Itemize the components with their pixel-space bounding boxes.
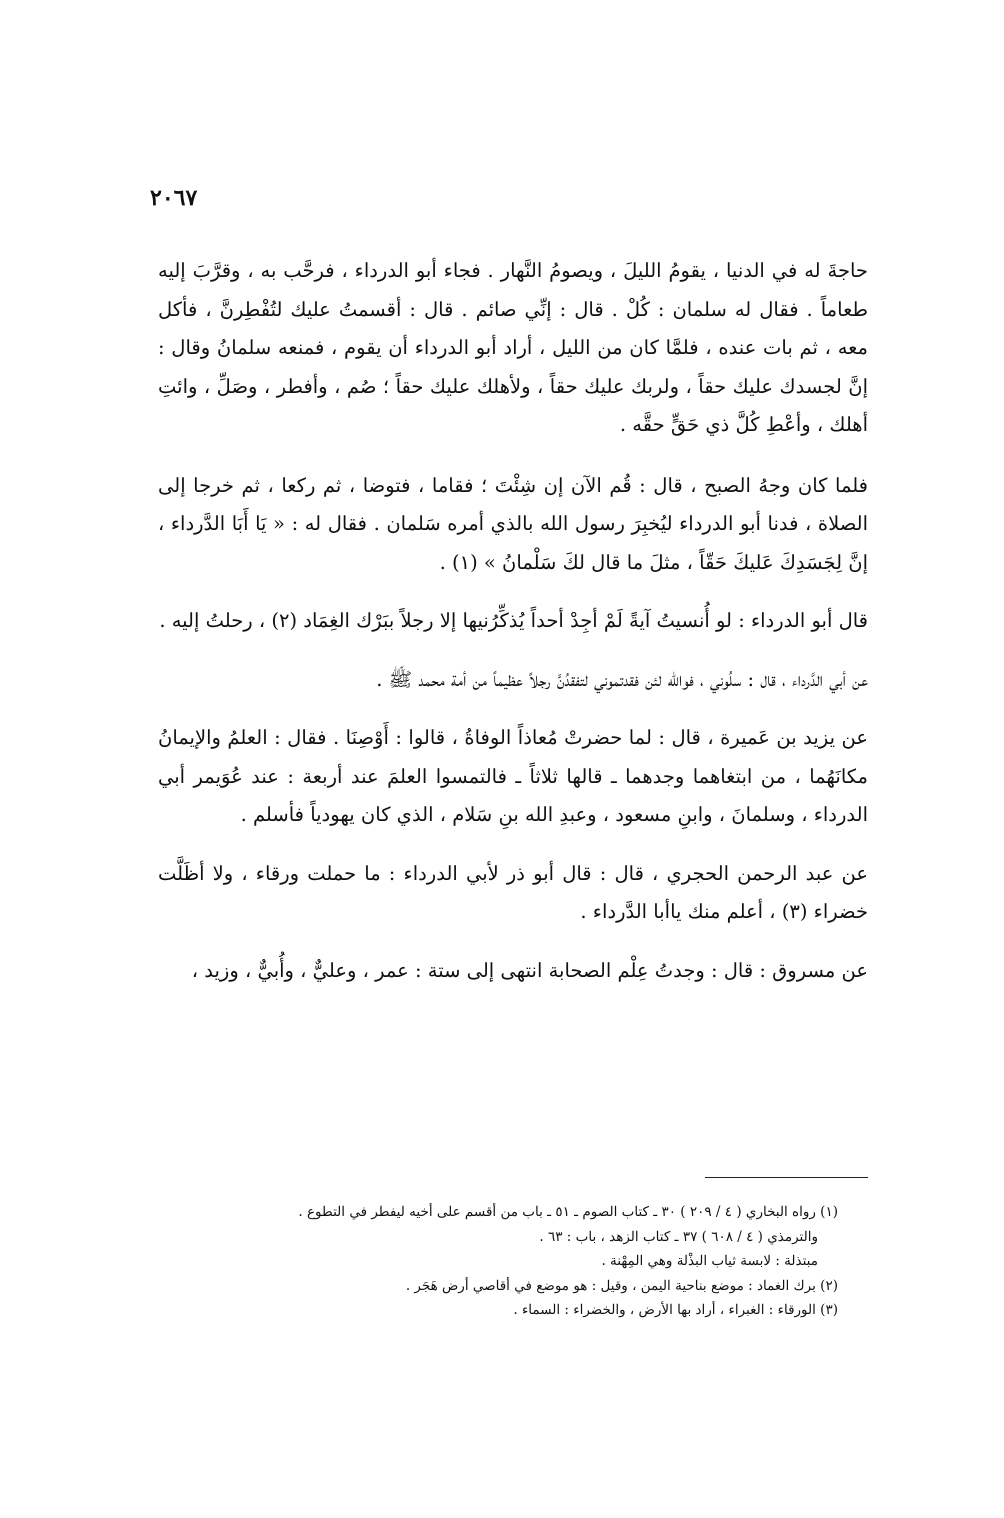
paragraph: عن عبد الرحمن الحجري ، قال : قال أبو ذر لأبي الدرداء : ما حملت ورقاء ، ولا أظَلَّت خضراء (٣) ، أعلم منك ياأبا الدَّرداء .: [158, 861, 868, 923]
footnote: (٣) الورقاء : الغبراء ، أراد بها الأرض ، والخضراء : السماء .: [513, 1302, 838, 1318]
footnote-divider: [705, 1177, 868, 1178]
paragraph: قال أبو الدرداء : لو أُنسيتُ آيةً لَمْ أجِدْ أحداً يُذكِّرُنيها إلا رجلاً ببَرْك الغِمَاد (٢) ، رحلتُ إليه .: [159, 609, 868, 632]
footnote: (١) رواه البخاري ( ٤ / ٢٠٩ ) ٣٠ ـ كتاب الصوم ـ ٥١ ـ باب من أقسم على أخيه ليفطر في التطوع .: [298, 1204, 838, 1220]
paragraph: عن أبي الدَّرداء ، قال : سلُوني ، فوالله لئن فقدتموني لتفقدُنَّ رجلاً عظيماً من أمة محمد ﷺ .: [376, 667, 868, 691]
footnotes: [158, 1200, 838, 1323]
paragraph: عن يزيد بن عَميرة ، قال : لما حضرتْ مُعاذاً الوفاةُ ، قالوا : أَوْصِنَا . فقال : العلمُ والإيمانُ مكانَهُما ، من ابتغاهما وجدهما ـ قالها ثلاثاً ـ فالتمسوا العلمَ عند أربعة : عند عُوَيمر أبي الدرداء ، وسلمانَ ، وابنِ مسعود ، وعبدِ الله بنِ سَلام ، الذي كان يهودياً فأسلم .: [158, 726, 868, 826]
paragraph: عن مسروق : قال : وجدتُ عِلْم الصحابة انتهى إلى ستة : عمر ، وعليٌّ ، وأُبيٌّ ، وزيد ،: [191, 958, 868, 982]
footnote: (٢) برك الغماد : موضع بناحية اليمن ، وقيل : هو موضع في أقاصي أرض هَجَر .: [405, 1277, 838, 1294]
main-text: [158, 252, 868, 1010]
page-number: ٢٠٦٧: [150, 185, 198, 211]
paragraph: فلما كان وجهُ الصبح ، قال : قُم الآن إن شِئْتَ ؛ فقاما ، فتوضا ، ثم ركعا ، ثم خرجا إلى الصلاة ، فدنا أبو الدرداء ليُخبِرَ رسول الله بالذي أمره سَلمان . فقال له : « يَا أَبَا الدَّرداء ، إنَّ لِجَسَدِكَ عَليكَ حَقّاً ، مثلَ ما قال لكَ سَلْمانُ » (١) .: [158, 473, 868, 574]
paragraph: حاجةَ له في الدنيا ، يقومُ الليلَ ، ويصومُ النَّهار . فجاء أبو الدرداء ، فرحَّب به ، وقرَّبَ إليه طعاماً . فقال له سلمان : كُلْ . قال : إنِّي صائم . قال : أقسمتُ عليك لتُفْطِرنَّ ، فأكل معه ، ثم بات عنده ، فلمَّا كان من الليل ، أراد أبو الدرداء أن يقوم ، فمنعه سلمانُ وقال : إنَّ لجسدك عليك حقاً ، ولربك عليك حقاً ، ولأهلك عليك حقاً ؛ صُم ، وأفطر ، وصَلِّ ، وائتِ أهلك ، وأعْطِ كُلَّ ذي حَقٍّ حقَّه .: [158, 259, 868, 436]
footnote-continuation: مبتذلة : لابسة ثياب البذْلة وهي المِهْنة .: [601, 1253, 818, 1269]
footnote-continuation: والترمذي ( ٤ / ٦٠٨ ) ٣٧ ـ كتاب الزهد ، باب : ٦٣ .: [539, 1228, 818, 1245]
